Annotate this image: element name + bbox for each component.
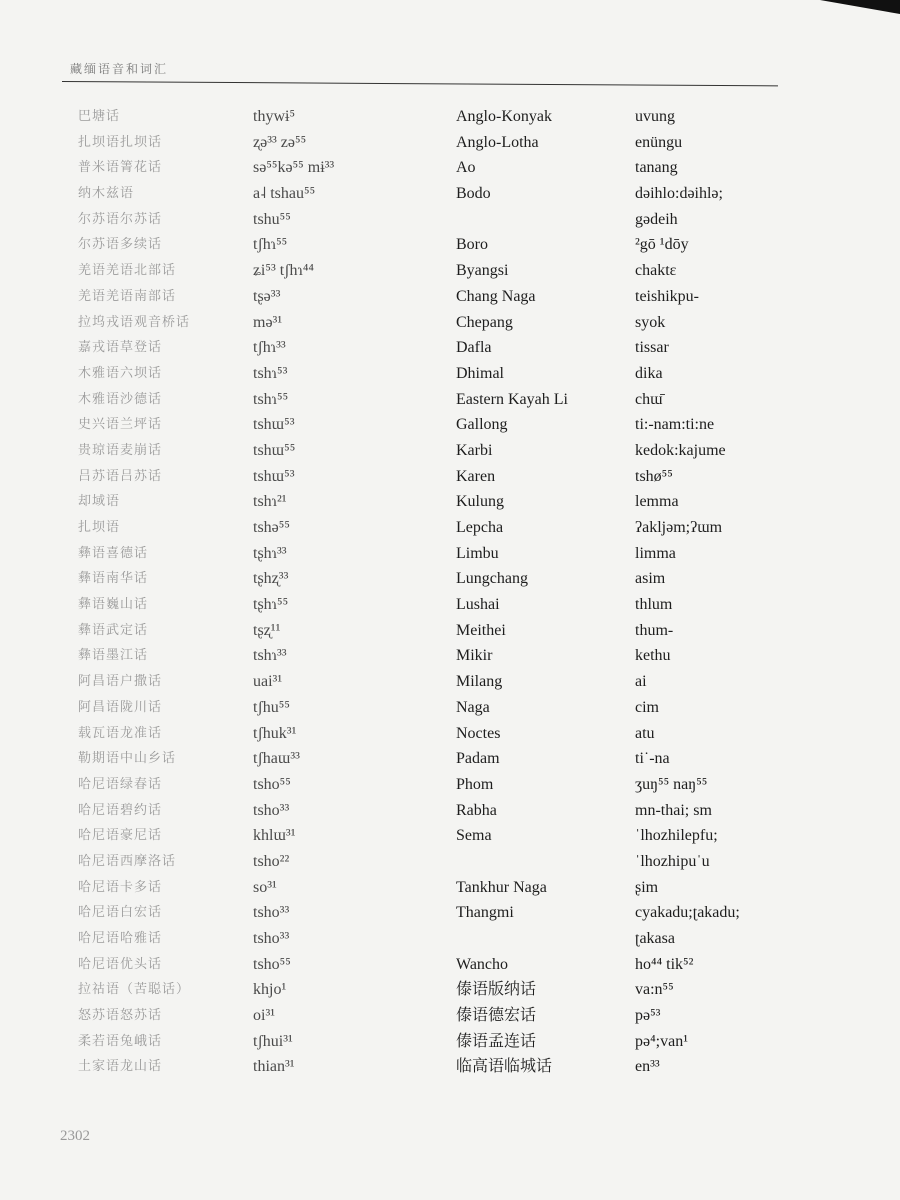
word-form: tanang <box>635 159 678 177</box>
word-form: tshɿ²¹ <box>253 493 287 511</box>
language-name: 阿昌语户撒话 <box>78 674 163 690</box>
word-form: ˈlhozhilepfu; <box>635 827 718 845</box>
language-name <box>456 849 626 875</box>
word-form: uvung <box>635 108 675 125</box>
word-form: tʂʐ¹¹ <box>253 621 281 639</box>
word-form: limma <box>635 544 676 562</box>
language-name: Lushai <box>456 596 500 614</box>
word-form: dəihlo:dəihlə; <box>635 185 723 203</box>
language-name: 贵琼语麦崩话 <box>78 442 163 458</box>
language-name: Lungchang <box>456 570 528 588</box>
word-form: a˨ tshau⁵⁵ <box>253 185 316 203</box>
word-form: mə³¹ <box>253 313 283 331</box>
word-form: syok <box>635 313 666 331</box>
language-name: Byangsi <box>456 262 509 280</box>
word-form: khlɯ³¹ <box>253 827 296 845</box>
word-form: tshɿ⁵³ <box>253 364 288 382</box>
language-name: Padam <box>456 750 500 768</box>
word-form: tʃhu⁵⁵ <box>253 698 290 716</box>
language-name: 彝语喜德话 <box>78 545 149 561</box>
language-name: 羌语羌语北部话 <box>78 263 177 279</box>
left-language-column <box>78 104 248 1080</box>
language-name: 扎坝语扎坝话 <box>78 134 163 150</box>
language-name: Thangmi <box>456 904 514 922</box>
word-form: tsho³³ <box>253 904 290 922</box>
language-name: 傣语德宏话 <box>456 1007 537 1025</box>
word-form: chaktɛ <box>635 262 677 280</box>
language-name: Anglo-Lotha <box>456 133 539 151</box>
language-name: Dafla <box>456 339 492 357</box>
word-form: ti:-nam:ti:ne <box>635 416 715 434</box>
language-name: Dhimal <box>456 364 504 382</box>
word-form: tsho³³ <box>253 930 290 947</box>
word-form: va:n⁵⁵ <box>635 981 674 999</box>
language-name: Limbu <box>456 544 499 562</box>
page-corner-mark <box>820 0 900 14</box>
word-form: tshɿ³³ <box>253 647 287 665</box>
word-form: cyakadu;ʈakadu; <box>635 904 740 922</box>
word-form: ²gō ¹dōy <box>635 236 689 254</box>
word-form: sə⁵⁵kə⁵⁵ mɨ³³ <box>253 159 335 177</box>
word-form: thlum <box>635 596 673 614</box>
language-name: Anglo-Konyak <box>456 108 552 125</box>
language-name: 傣语孟连话 <box>456 1032 537 1050</box>
header-rule <box>62 81 778 86</box>
word-form: tʃhui³¹ <box>253 1032 293 1050</box>
language-name: Phom <box>456 775 494 793</box>
language-name: Kulung <box>456 493 504 511</box>
word-form: thywɨ⁵ <box>253 108 296 125</box>
language-name: 哈尼语卡多话 <box>78 879 163 895</box>
word-form: gədeih <box>635 210 678 228</box>
language-name: 哈尼语西摩洛话 <box>78 853 177 869</box>
word-form: ʐə³³ zə⁵⁵ <box>253 133 307 151</box>
word-form: cim <box>635 698 659 716</box>
page-number: 2302 <box>60 1128 90 1144</box>
language-name: 纳木兹语 <box>78 186 135 202</box>
word-form: teishikpu- <box>635 287 699 305</box>
right-language-column <box>456 104 626 1080</box>
language-name: Eastern Kayah Li <box>456 390 568 408</box>
word-form: khjo¹ <box>253 981 287 999</box>
language-name: Lepcha <box>456 519 504 536</box>
word-form: ʔakljəm;ʔɯm <box>635 519 723 536</box>
word-form: pə⁵³ <box>635 1007 661 1025</box>
word-form: tshɯ⁵⁵ <box>253 441 296 459</box>
word-form: tissar <box>635 339 669 357</box>
language-name: Boro <box>456 236 488 254</box>
language-name: Naga <box>456 698 490 716</box>
word-form: tʂhʐ³³ <box>253 570 289 588</box>
word-form: tshø⁵⁵ <box>635 467 673 485</box>
language-name: 扎坝语 <box>78 520 121 535</box>
word-form: ʑi⁵³ tʃhɿ⁴⁴ <box>253 262 315 280</box>
word-form: tʃhɿ³³ <box>253 339 286 357</box>
word-form: tʃhaɯ³³ <box>253 750 300 768</box>
language-name: 尔苏语多续话 <box>78 237 163 253</box>
language-name: Chang Naga <box>456 287 536 305</box>
language-name: 木雅语六坝话 <box>78 365 163 381</box>
word-form: ʂim <box>635 878 659 896</box>
language-name: 彝语巍山话 <box>78 597 149 613</box>
language-name: 吕苏语吕苏话 <box>78 468 163 484</box>
language-name: 临高语临城话 <box>456 1058 553 1076</box>
word-form: tsho³³ <box>253 801 290 819</box>
language-name: 傣语版纳话 <box>456 981 537 999</box>
language-name: 哈尼语绿春话 <box>78 776 163 792</box>
right-form-column <box>635 104 835 1080</box>
word-form: en³³ <box>635 1058 660 1076</box>
word-form: tsho⁵⁵ <box>253 775 291 793</box>
word-form: ho⁴⁴ tik⁵² <box>635 955 694 973</box>
language-name: 哈尼语豪尼话 <box>78 828 163 844</box>
word-form: kethu <box>635 647 671 665</box>
language-name: 尔苏语尔苏话 <box>78 211 163 227</box>
language-name: 怒苏语怒苏话 <box>78 1008 163 1024</box>
language-name: 羌语羌语南部话 <box>78 288 177 304</box>
word-form: lemma <box>635 493 679 511</box>
word-form: chɯ̄ <box>635 390 663 408</box>
word-form: so³¹ <box>253 878 277 896</box>
word-form: tshɯ⁵³ <box>253 416 295 434</box>
language-name <box>456 207 626 233</box>
language-name: 彝语武定话 <box>78 622 149 638</box>
word-form: tʃhɿ⁵⁵ <box>253 236 288 254</box>
language-name: Tankhur Naga <box>456 878 547 896</box>
language-name: 巴塘话 <box>78 109 121 124</box>
language-name: 彝语南华话 <box>78 571 149 587</box>
word-form: ˈlhozhipuˈu <box>635 852 710 870</box>
language-name: 拉坞戎语观音桥话 <box>78 314 191 330</box>
language-name: Gallong <box>456 416 508 434</box>
word-form: pə⁴;van¹ <box>635 1032 689 1050</box>
language-name: Milang <box>456 673 503 691</box>
language-name: 哈尼语哈雅话 <box>78 931 163 946</box>
language-name: 载瓦语龙准话 <box>78 725 163 741</box>
language-name: 嘉戎语草登话 <box>78 340 163 356</box>
language-name: 普米语箐花话 <box>78 160 163 176</box>
word-form: tsho⁵⁵ <box>253 955 291 973</box>
word-form: asim <box>635 570 666 588</box>
language-name: Karbi <box>456 441 493 459</box>
word-form: atu <box>635 724 655 742</box>
language-name: 却域语 <box>78 494 121 510</box>
language-name: Rabha <box>456 801 497 819</box>
language-name: 哈尼语碧约话 <box>78 802 163 818</box>
word-form: tʂə³³ <box>253 287 281 305</box>
language-name: 土家语龙山话 <box>78 1059 163 1075</box>
word-form: tshɿ⁵⁵ <box>253 390 289 408</box>
language-name: Karen <box>456 467 496 485</box>
language-name: 彝语墨江话 <box>78 648 149 664</box>
word-form: oi³¹ <box>253 1007 276 1025</box>
language-name: 史兴语兰坪话 <box>78 417 163 433</box>
language-name: 木雅语沙德话 <box>78 391 163 407</box>
word-form: mn-thai; sm <box>635 801 712 819</box>
language-name: Ao <box>456 159 476 177</box>
word-form: tʂhɿ⁵⁵ <box>253 596 289 614</box>
word-form: ai <box>635 673 647 691</box>
language-name: Mikir <box>456 647 493 665</box>
word-form: kedok:kajume <box>635 441 726 459</box>
word-form: uai³¹ <box>253 673 283 691</box>
word-form: dika <box>635 364 663 382</box>
language-name: Chepang <box>456 313 513 331</box>
language-name: 柔若语兔峨话 <box>78 1033 163 1049</box>
word-form: ʈakasa <box>635 930 675 947</box>
language-name: Noctes <box>456 724 501 742</box>
word-form: tʂhɿ³³ <box>253 544 287 562</box>
language-name: 哈尼语白宏话 <box>78 905 163 921</box>
language-name: Sema <box>456 827 492 845</box>
word-form: tʃhuk³¹ <box>253 724 297 742</box>
word-form: tsho²² <box>253 852 290 870</box>
left-form-column <box>253 104 443 1080</box>
word-form: thian³¹ <box>253 1058 295 1076</box>
language-name: Meithei <box>456 621 506 639</box>
language-name <box>456 926 626 952</box>
running-header: 藏缅语音和词汇 <box>70 62 169 76</box>
language-name: 哈尼语优头话 <box>78 956 163 972</box>
word-form: tshu⁵⁵ <box>253 210 291 228</box>
word-form: thum- <box>635 621 674 639</box>
word-form: tshə⁵⁵ <box>253 519 290 536</box>
language-name: Bodo <box>456 185 491 203</box>
language-name: Wancho <box>456 955 509 973</box>
language-name: 勒期语中山乡话 <box>78 751 177 767</box>
word-form: ti˙-na <box>635 750 670 768</box>
language-name: 拉祜语（苦聪话） <box>78 982 191 998</box>
word-form: tshɯ⁵³ <box>253 467 295 485</box>
word-form: enüngu <box>635 133 683 151</box>
language-name: 阿昌语陇川话 <box>78 699 163 715</box>
word-form: ʒuŋ⁵⁵ naŋ⁵⁵ <box>635 775 708 793</box>
